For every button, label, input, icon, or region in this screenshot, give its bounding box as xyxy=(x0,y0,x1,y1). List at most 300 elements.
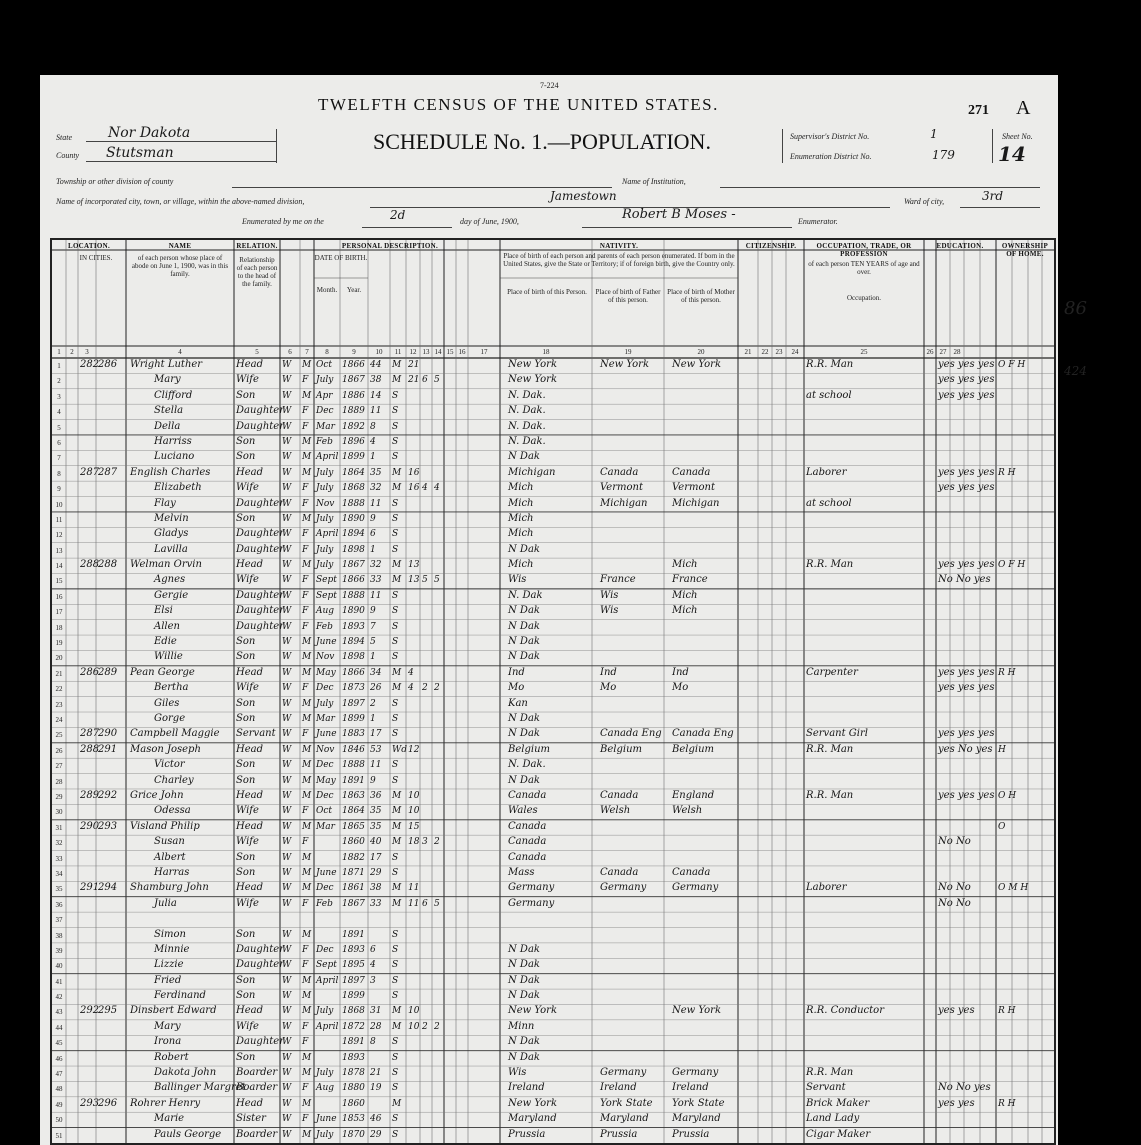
age: 3 xyxy=(370,975,376,986)
relation: Head xyxy=(236,743,264,755)
birthplace-person: N Dak xyxy=(508,543,540,555)
relation: Son xyxy=(236,512,256,524)
birthplace-father: Wis xyxy=(600,589,619,601)
children-born: 5 xyxy=(422,575,428,586)
birth-year: 1898 xyxy=(342,544,365,555)
birth-year: 1853 xyxy=(342,1114,365,1125)
relation: Daughter xyxy=(236,943,284,955)
color-race: W xyxy=(282,606,292,617)
subheader-nativity-desc: Place of birth of each person and parents of each person enumerated. If born in the United States, give the State or Territory; if of foreign birth, give the Country only. xyxy=(503,252,735,268)
sex: M xyxy=(302,452,312,463)
education: yes yes yes xyxy=(938,666,995,678)
education: yes yes xyxy=(938,1097,975,1109)
color-race: W xyxy=(282,683,292,694)
house-number: 291 xyxy=(80,882,100,894)
relation: Head xyxy=(236,789,264,801)
birth-month: July xyxy=(316,1068,334,1079)
marital-status: S xyxy=(392,452,399,463)
column-number: 14 xyxy=(434,348,442,356)
row-number: 25 xyxy=(55,731,63,740)
sex: F xyxy=(302,1083,309,1094)
relation: Head xyxy=(236,466,264,478)
age: 31 xyxy=(370,1006,382,1017)
age: 38 xyxy=(370,375,382,386)
birthplace-person: Mass xyxy=(508,866,535,878)
relation: Son xyxy=(236,1051,256,1063)
color-race: W xyxy=(282,360,292,370)
birthplace-mother: Ind xyxy=(672,666,689,678)
age: 33 xyxy=(370,575,382,586)
birth-month: Aug xyxy=(316,1083,335,1094)
marital-status: M xyxy=(392,1021,402,1032)
person-name: Harras xyxy=(154,866,190,878)
birth-year: 1897 xyxy=(342,975,365,986)
birth-month: Sept xyxy=(316,960,337,971)
marital-status: M xyxy=(392,375,402,386)
row-number: 48 xyxy=(55,1085,63,1094)
row-number: 40 xyxy=(55,962,63,971)
person-name: Welman Orvin xyxy=(130,559,202,571)
row-number: 3 xyxy=(57,392,61,401)
occupation: R.R. Man xyxy=(806,559,854,571)
family-number: 288 xyxy=(98,559,118,571)
enumeration-value: 179 xyxy=(932,148,955,162)
marital-status: M xyxy=(392,806,402,817)
person-name: Flay xyxy=(154,497,176,509)
sex: M xyxy=(302,1052,312,1063)
sex: F xyxy=(302,590,309,601)
person-name: Wright Luther xyxy=(130,359,203,370)
occupation: Brick Maker xyxy=(806,1097,870,1109)
row-number: 45 xyxy=(55,1039,63,1048)
sex: F xyxy=(302,1021,309,1032)
occupation: Servant xyxy=(806,1082,846,1094)
row-number: 47 xyxy=(55,1070,63,1079)
education: yes yes yes xyxy=(938,682,995,694)
relation: Wife xyxy=(236,682,259,694)
birth-month: June xyxy=(316,1114,337,1125)
birthplace-mother: Prussia xyxy=(672,1128,710,1140)
sex: M xyxy=(302,760,312,771)
marital-status: S xyxy=(392,929,399,940)
sex: M xyxy=(302,390,312,401)
family-number: 292 xyxy=(98,789,118,801)
county-label: County xyxy=(56,151,80,160)
row-number: 7 xyxy=(57,454,61,463)
birthplace-mother: Canada xyxy=(672,466,711,478)
birthplace-mother: England xyxy=(672,789,715,801)
column-number: 23 xyxy=(775,348,783,356)
sex: M xyxy=(302,436,312,447)
family-number: 293 xyxy=(98,820,118,832)
age: 26 xyxy=(370,683,382,694)
birth-month: Mar xyxy=(316,821,335,832)
marital-status: M xyxy=(392,898,402,909)
person-name: Giles xyxy=(154,697,180,709)
row-number: 20 xyxy=(55,654,63,663)
person-name: Pean George xyxy=(130,666,195,678)
birth-month: Sept xyxy=(316,575,337,586)
occupation: at school xyxy=(806,389,852,401)
color-race: W xyxy=(282,637,292,648)
education: yes yes yes xyxy=(938,728,995,740)
marital-status: M xyxy=(392,575,402,586)
age: 6 xyxy=(370,944,376,955)
person-name: Clifford xyxy=(154,389,193,401)
age: 29 xyxy=(370,1129,382,1140)
subheader-year: Year. xyxy=(346,286,362,294)
color-race: W xyxy=(282,483,292,494)
birth-month: Feb xyxy=(316,621,333,632)
sex: M xyxy=(302,714,312,725)
birth-month: July xyxy=(316,1006,334,1017)
color-race: W xyxy=(282,821,292,832)
person-name: Odessa xyxy=(154,805,191,817)
sex: F xyxy=(302,575,309,586)
color-race: W xyxy=(282,806,292,817)
birthplace-mother: York State xyxy=(672,1097,725,1109)
birth-year: 1870 xyxy=(342,1129,365,1140)
birth-year: 1864 xyxy=(342,806,365,817)
ward-value: 3rd xyxy=(982,189,1004,203)
age: 32 xyxy=(370,560,382,571)
years-married: 10 xyxy=(408,806,420,817)
age: 11 xyxy=(370,760,382,771)
person-name: Lizzie xyxy=(154,959,184,971)
person-name: Melvin xyxy=(154,512,189,524)
birthplace-person: Mich xyxy=(508,482,534,494)
sex: F xyxy=(302,729,309,740)
column-number: 26 xyxy=(926,348,934,356)
relation: Daughter xyxy=(236,959,284,971)
color-race: W xyxy=(282,898,292,909)
color-race: W xyxy=(282,1114,292,1125)
marital-status: S xyxy=(392,637,399,648)
sex: M xyxy=(302,1006,312,1017)
relation: Son xyxy=(236,759,256,771)
house-number: 292 xyxy=(80,1005,100,1017)
marital-status: Wd xyxy=(392,744,408,755)
city-value: Jamestown xyxy=(550,189,617,203)
state-value: Nor Dakota xyxy=(108,125,191,141)
birth-month: Dec xyxy=(316,760,334,771)
sex: M xyxy=(302,929,312,940)
color-race: W xyxy=(282,852,292,863)
row-number: 44 xyxy=(55,1023,63,1032)
birthplace-person: Maryland xyxy=(508,1113,557,1125)
relation: Daughter xyxy=(236,497,284,509)
age: 4 xyxy=(370,960,376,971)
row-number: 2 xyxy=(57,377,61,386)
birthplace-person: Ind xyxy=(508,666,525,678)
color-race: W xyxy=(282,529,292,540)
color-race: W xyxy=(282,729,292,740)
birth-month: Apr xyxy=(316,390,333,401)
marital-status: M xyxy=(392,560,402,571)
color-race: W xyxy=(282,544,292,555)
children-living: 2 xyxy=(434,683,440,694)
birth-month: Nov xyxy=(316,498,335,509)
person-name: Elizabeth xyxy=(154,482,202,494)
marital-status: S xyxy=(392,1114,399,1125)
birth-year: 1866 xyxy=(342,667,365,678)
age: 9 xyxy=(370,775,376,786)
color-race: W xyxy=(282,837,292,848)
person-name: English Charles xyxy=(130,466,211,478)
sex: M xyxy=(302,667,312,678)
population-table xyxy=(50,238,1056,1145)
marital-status: S xyxy=(392,698,399,709)
subheader-occupation-desc: of each person TEN YEARS of age and over. xyxy=(808,260,920,276)
marital-status: S xyxy=(392,867,399,878)
age: 4 xyxy=(370,436,376,447)
birth-year: 1878 xyxy=(342,1068,365,1079)
birth-year: 1883 xyxy=(342,729,365,740)
age: 35 xyxy=(370,806,382,817)
birthplace-mother: France xyxy=(672,574,708,586)
occupation: Laborer xyxy=(806,882,847,894)
supervisor-value: 1 xyxy=(930,127,938,141)
birth-month: July xyxy=(316,483,334,494)
birthplace-mother: Mo xyxy=(672,682,689,694)
marital-status: S xyxy=(392,621,399,632)
birth-month: May xyxy=(316,667,336,678)
person-name: Victor xyxy=(154,759,185,771)
occupation: Servant Girl xyxy=(806,728,868,740)
birthplace-person: N. Dak. xyxy=(508,405,546,417)
birthplace-mother: Canada Eng xyxy=(672,728,734,740)
birth-month: Mar xyxy=(316,421,335,432)
column-number: 17 xyxy=(480,348,488,356)
color-race: W xyxy=(282,775,292,786)
person-name: Dakota John xyxy=(154,1067,217,1079)
row-number: 49 xyxy=(55,1100,63,1109)
column-number: 10 xyxy=(375,348,383,356)
family-number: 294 xyxy=(98,882,118,894)
birth-year: 1866 xyxy=(342,575,365,586)
children-living: 2 xyxy=(434,1021,440,1032)
relation: Wife xyxy=(236,482,259,494)
years-married: 4 xyxy=(408,667,414,678)
subheader-occupation: Occupation. xyxy=(846,294,881,302)
birth-month: July xyxy=(316,698,334,709)
color-race: W xyxy=(282,929,292,940)
birthplace-mother: Mich xyxy=(672,605,698,617)
birth-year: 1888 xyxy=(342,760,365,771)
relation: Daughter xyxy=(236,420,284,432)
birth-month: Mar xyxy=(316,714,335,725)
birthplace-mother: Welsh xyxy=(672,805,703,817)
education: yes yes yes xyxy=(938,789,995,801)
color-race: W xyxy=(282,760,292,771)
column-number: 25 xyxy=(860,348,868,356)
color-race: W xyxy=(282,790,292,801)
relation: Daughter xyxy=(236,543,284,555)
margin-note-bottom: 424 xyxy=(1064,364,1087,378)
enumeration-label: Enumeration District No. xyxy=(790,152,872,161)
person-name: Lavilla xyxy=(154,543,188,555)
color-race: W xyxy=(282,1052,292,1063)
row-number: 15 xyxy=(55,577,63,586)
birth-year: 1867 xyxy=(342,560,365,571)
house-number: 288 xyxy=(80,743,100,755)
birthplace-father: Vermont xyxy=(600,482,643,494)
birthplace-person: N. Dak. xyxy=(508,420,546,432)
group-personal-description: PERSONAL DESCRIPTION. xyxy=(341,242,439,250)
marital-status: S xyxy=(392,975,399,986)
person-name: Bertha xyxy=(154,682,189,694)
relation: Daughter xyxy=(236,1036,284,1048)
age: 40 xyxy=(370,837,382,848)
birthplace-person: Canada xyxy=(508,820,547,832)
sex: F xyxy=(302,483,309,494)
relation: Head xyxy=(236,1097,264,1109)
sex: M xyxy=(302,1068,312,1079)
color-race: W xyxy=(282,867,292,878)
occupation: Cigar Maker xyxy=(806,1128,871,1140)
birthplace-person: New York xyxy=(508,1005,557,1017)
row-number: 27 xyxy=(55,762,63,771)
birthplace-father: Canada xyxy=(600,866,639,878)
children-living: 2 xyxy=(434,837,440,848)
color-race: W xyxy=(282,744,292,755)
birth-year: 1880 xyxy=(342,1083,365,1094)
row-number: 19 xyxy=(55,639,63,648)
person-name: Rohrer Henry xyxy=(130,1097,201,1109)
years-married: 16 xyxy=(408,483,420,494)
sex: F xyxy=(302,683,309,694)
birthplace-father: France xyxy=(600,574,636,586)
years-married: 15 xyxy=(408,821,420,832)
children-living: 4 xyxy=(434,483,440,494)
sex: F xyxy=(302,944,309,955)
age: 7 xyxy=(370,621,376,632)
years-married: 4 xyxy=(408,683,414,694)
sex: F xyxy=(302,621,309,632)
relation: Daughter xyxy=(236,405,284,417)
house-number: 288 xyxy=(80,559,100,571)
age: 32 xyxy=(370,483,382,494)
relation: Daughter xyxy=(236,528,284,540)
home-ownership: O xyxy=(998,821,1006,832)
marital-status: S xyxy=(392,390,399,401)
marital-status: M xyxy=(392,883,402,894)
age: 6 xyxy=(370,529,376,540)
birthplace-person: N Dak xyxy=(508,651,540,663)
birthplace-father: Canada xyxy=(600,789,639,801)
row-number: 26 xyxy=(55,746,63,755)
person-name: Irona xyxy=(154,1036,182,1048)
house-number: 287 xyxy=(80,466,100,478)
marital-status: S xyxy=(392,1037,399,1048)
home-ownership: O M H xyxy=(998,883,1029,894)
relation: Son xyxy=(236,697,256,709)
row-number: 41 xyxy=(55,977,63,986)
marital-status: S xyxy=(392,436,399,447)
birthplace-person: Wis xyxy=(508,1067,527,1079)
birthplace-mother: New York xyxy=(672,359,721,370)
occupation: R.R. Man xyxy=(806,789,854,801)
group-citizenship: CITIZENSHIP. xyxy=(745,242,797,250)
birthplace-father: Ireland xyxy=(600,1082,637,1094)
birth-year: 1866 xyxy=(342,360,365,370)
sex: F xyxy=(302,960,309,971)
person-name: Gladys xyxy=(154,528,189,540)
marital-status: M xyxy=(392,1006,402,1017)
color-race: W xyxy=(282,375,292,386)
birthplace-father: Canada xyxy=(600,466,639,478)
birth-year: 1891 xyxy=(342,929,365,940)
birth-year: 1899 xyxy=(342,452,365,463)
birthplace-father: Michigan xyxy=(600,497,648,509)
sex: M xyxy=(302,513,312,524)
page-stamp: 271 xyxy=(968,103,989,118)
subheader-pob-mother: Place of birth of Mother of this person. xyxy=(667,288,735,304)
birthplace-mother: Canada xyxy=(672,866,711,878)
person-name: Campbell Maggie xyxy=(130,728,220,740)
marital-status: M xyxy=(392,667,402,678)
relation: Wife xyxy=(236,374,259,386)
group-name: NAME xyxy=(168,242,192,250)
years-married: 16 xyxy=(408,467,420,478)
column-number: 9 xyxy=(352,348,356,356)
education: yes yes xyxy=(938,1005,975,1017)
state-label: State xyxy=(56,133,72,142)
row-number: 38 xyxy=(55,931,63,940)
relation: Wife xyxy=(236,805,259,817)
age: 34 xyxy=(370,667,382,678)
color-race: W xyxy=(282,560,292,571)
education: No No xyxy=(938,882,971,894)
birthplace-person: Canada xyxy=(508,851,547,863)
birthplace-person: Ireland xyxy=(508,1082,545,1094)
row-number: 21 xyxy=(55,669,63,678)
birth-month: April xyxy=(316,452,339,463)
birthplace-person: New York xyxy=(508,359,557,370)
color-race: W xyxy=(282,498,292,509)
person-name: Gergie xyxy=(154,589,189,601)
group-nativity: NATIVITY. xyxy=(599,242,639,250)
sex: M xyxy=(302,821,312,832)
color-race: W xyxy=(282,714,292,725)
marital-status: S xyxy=(392,775,399,786)
birth-year: 1873 xyxy=(342,683,365,694)
birthplace-person: Michigan xyxy=(508,466,556,478)
years-married: 10 xyxy=(408,1006,420,1017)
relation: Son xyxy=(236,990,256,1002)
row-number: 10 xyxy=(55,500,63,509)
marital-status: S xyxy=(392,498,399,509)
color-race: W xyxy=(282,1037,292,1048)
enumerator-label: Enumerator. xyxy=(798,217,838,226)
sex: F xyxy=(302,606,309,617)
age: 11 xyxy=(370,498,382,509)
age: 2 xyxy=(370,698,376,709)
row-number: 18 xyxy=(55,623,63,632)
birth-month: Dec xyxy=(316,790,334,801)
occupation: R.R. Man xyxy=(806,1067,854,1079)
relation: Servant xyxy=(236,728,276,740)
relation: Son xyxy=(236,389,256,401)
person-name: Albert xyxy=(154,851,186,863)
marital-status: S xyxy=(392,529,399,540)
color-race: W xyxy=(282,944,292,955)
birthplace-father: Germany xyxy=(600,882,647,894)
birth-year: 1893 xyxy=(342,944,365,955)
birth-month: Aug xyxy=(316,606,335,617)
birth-month: May xyxy=(316,775,336,786)
row-number: 31 xyxy=(55,823,63,832)
